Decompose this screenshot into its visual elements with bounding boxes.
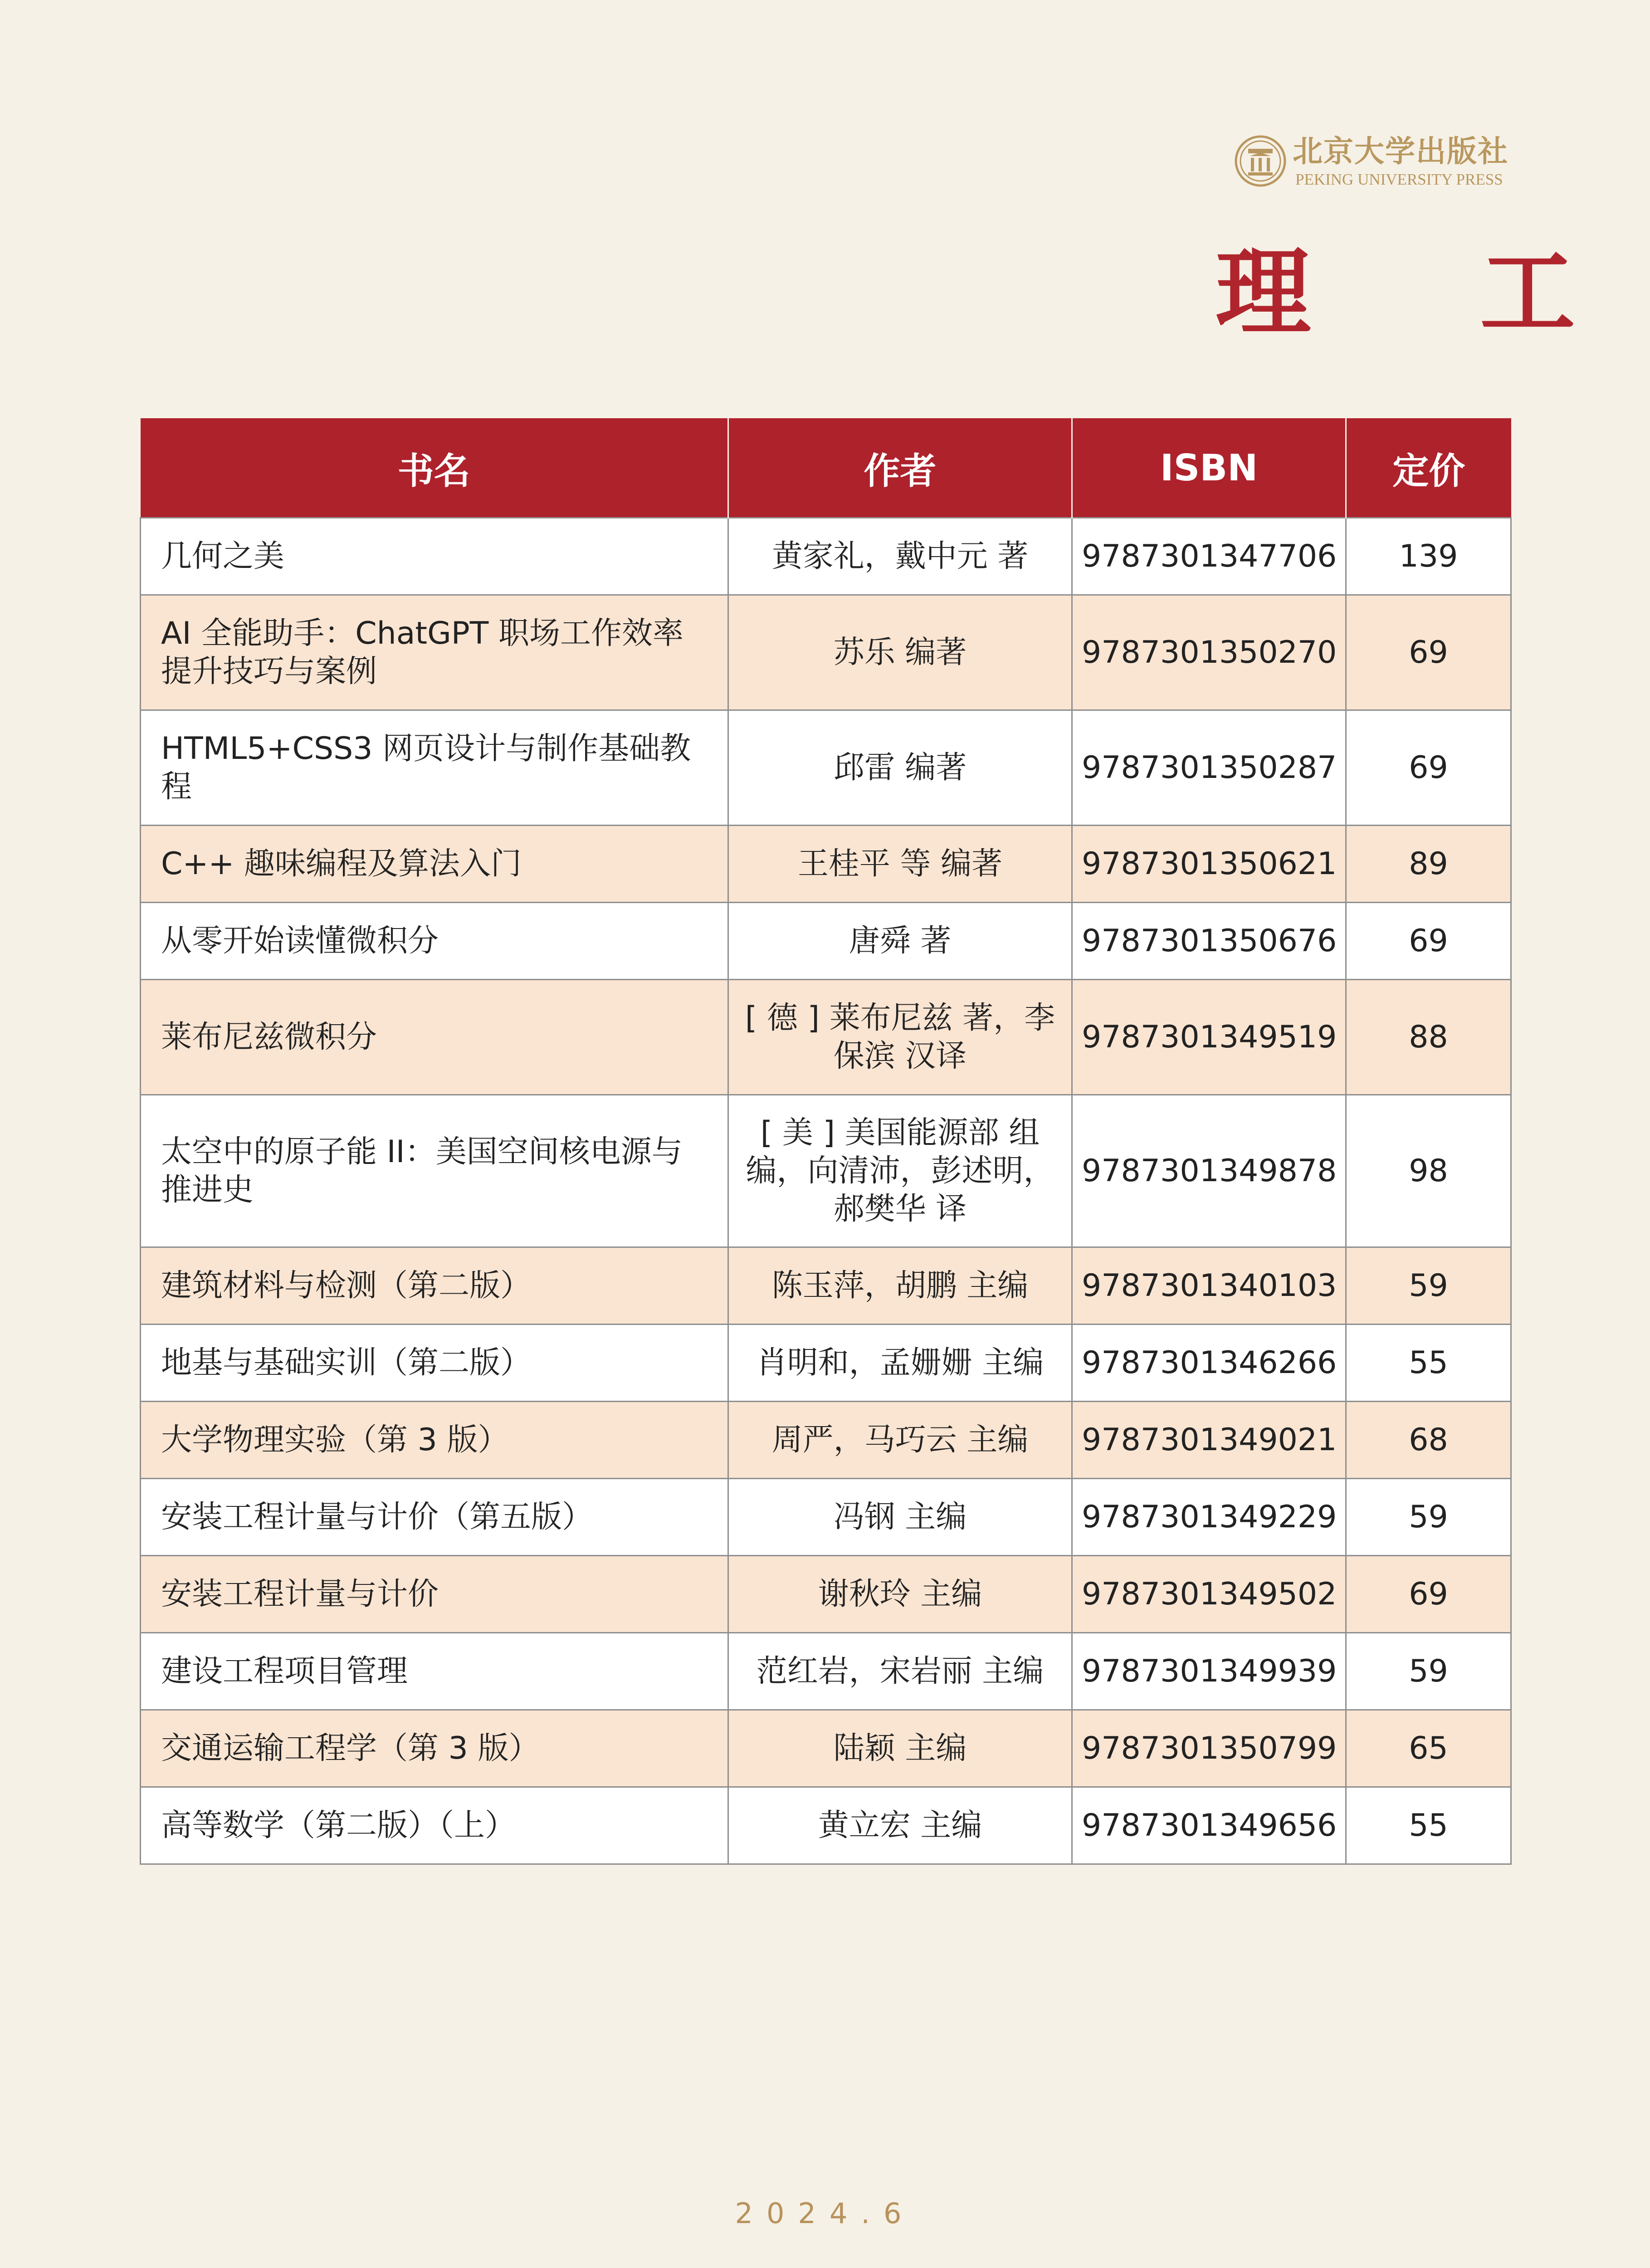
book-title: 高等数学（第二版）（上）	[141, 1787, 728, 1864]
book-title: 几何之美	[141, 518, 728, 595]
book-author: 黄立宏 主编	[728, 1787, 1072, 1864]
book-price: 89	[1346, 826, 1511, 903]
book-price: 55	[1346, 1325, 1511, 1402]
book-isbn: 9787301350799	[1072, 1710, 1346, 1787]
footer-date: 2024.6	[735, 2197, 915, 2230]
table-row	[141, 1787, 1511, 1864]
book-author: [ 美 ] 美国能源部 组编，向清沛，彭述明，郝樊华 译	[728, 1095, 1072, 1247]
book-price: 69	[1346, 710, 1511, 826]
publisher-name-en: PEKING UNIVERSITY PRESS	[1295, 171, 1503, 188]
book-author: 邱雷 编著	[728, 710, 1072, 826]
book-title: 太空中的原子能 II：美国空间核电源与推进史	[141, 1095, 728, 1247]
book-author: 苏乐 编著	[728, 595, 1072, 710]
book-isbn: 9787301349229	[1072, 1479, 1346, 1556]
book-title: 地基与基础实训（第二版）	[141, 1325, 728, 1402]
book-title: 从零开始读懂微积分	[141, 903, 728, 980]
book-price: 59	[1346, 1633, 1511, 1710]
table-row	[141, 1095, 1511, 1247]
book-isbn: 9787301349021	[1072, 1402, 1346, 1479]
table-row	[141, 826, 1511, 903]
book-author: 谢秋玲 主编	[728, 1556, 1072, 1633]
book-price: 88	[1346, 980, 1511, 1095]
table-row	[141, 595, 1511, 710]
header-isbn: ISBN	[1072, 418, 1346, 518]
book-title: 莱布尼兹微积分	[141, 980, 728, 1095]
table-row	[141, 710, 1511, 826]
book-isbn: 9787301350270	[1072, 595, 1346, 710]
table-row	[141, 1479, 1511, 1556]
page-title: 理 工	[1216, 236, 1644, 348]
table-row	[141, 1325, 1511, 1402]
book-title: 建设工程项目管理	[141, 1633, 728, 1710]
table-row	[141, 518, 1511, 595]
book-author: 范红岩，宋岩丽 主编	[728, 1633, 1072, 1710]
table-row	[141, 980, 1511, 1095]
book-title: C++ 趣味编程及算法入门	[141, 826, 728, 903]
book-isbn: 9787301349519	[1072, 980, 1346, 1095]
table-header-row	[141, 418, 1511, 518]
book-title: 建筑材料与检测（第二版）	[141, 1247, 728, 1325]
table-row	[141, 1710, 1511, 1787]
book-price: 69	[1346, 1556, 1511, 1633]
book-isbn: 9787301350621	[1072, 826, 1346, 903]
book-title: 安装工程计量与计价（第五版）	[141, 1479, 728, 1556]
book-isbn: 9787301349878	[1072, 1095, 1346, 1247]
book-title: 大学物理实验（第 3 版）	[141, 1402, 728, 1479]
book-isbn: 9787301349656	[1072, 1787, 1346, 1864]
book-price: 69	[1346, 903, 1511, 980]
book-author: 唐舜 著	[728, 903, 1072, 980]
table-row	[141, 903, 1511, 980]
table-row	[141, 1633, 1511, 1710]
book-price: 69	[1346, 595, 1511, 710]
publisher-name-cn: 北京大学出版社	[1293, 133, 1508, 169]
header-price: 定价	[1346, 418, 1511, 518]
book-author: 周严，马巧云 主编	[728, 1402, 1072, 1479]
book-price: 139	[1346, 518, 1511, 595]
book-price: 68	[1346, 1402, 1511, 1479]
book-isbn: 9787301347706	[1072, 518, 1346, 595]
book-price: 98	[1346, 1095, 1511, 1247]
book-title: AI 全能助手：ChatGPT 职场工作效率提升技巧与案例	[141, 595, 728, 710]
pku-emblem-icon	[1235, 135, 1286, 187]
book-price: 59	[1346, 1247, 1511, 1325]
book-price: 59	[1346, 1479, 1511, 1556]
book-title: 交通运输工程学（第 3 版）	[141, 1710, 728, 1787]
header-author: 作者	[728, 418, 1072, 518]
book-isbn: 9787301349939	[1072, 1633, 1346, 1710]
header-title: 书名	[141, 418, 728, 518]
table-row	[141, 1402, 1511, 1479]
book-author: 陈玉萍，胡鹏 主编	[728, 1247, 1072, 1325]
book-author: 冯钢 主编	[728, 1479, 1072, 1556]
book-isbn: 9787301340103	[1072, 1247, 1346, 1325]
book-isbn: 9787301350287	[1072, 710, 1346, 826]
book-title: 安装工程计量与计价	[141, 1556, 728, 1633]
book-isbn: 9787301349502	[1072, 1556, 1346, 1633]
book-author: 黄家礼，戴中元 著	[728, 518, 1072, 595]
book-price: 55	[1346, 1787, 1511, 1864]
table-row	[141, 1247, 1511, 1325]
book-title: HTML5+CSS3 网页设计与制作基础教程	[141, 710, 728, 826]
book-price: 65	[1346, 1710, 1511, 1787]
table-row	[141, 1556, 1511, 1633]
book-author: 王桂平 等 编著	[728, 826, 1072, 903]
book-author: [ 德 ] 莱布尼兹 著，李保滨 汉译	[728, 980, 1072, 1095]
book-author: 肖明和，孟姗姗 主编	[728, 1325, 1072, 1402]
book-isbn: 9787301350676	[1072, 903, 1346, 980]
book-isbn: 9787301346266	[1072, 1325, 1346, 1402]
book-table	[140, 418, 1512, 1865]
publisher-logo	[1235, 132, 1514, 191]
book-author: 陆颖 主编	[728, 1710, 1072, 1787]
